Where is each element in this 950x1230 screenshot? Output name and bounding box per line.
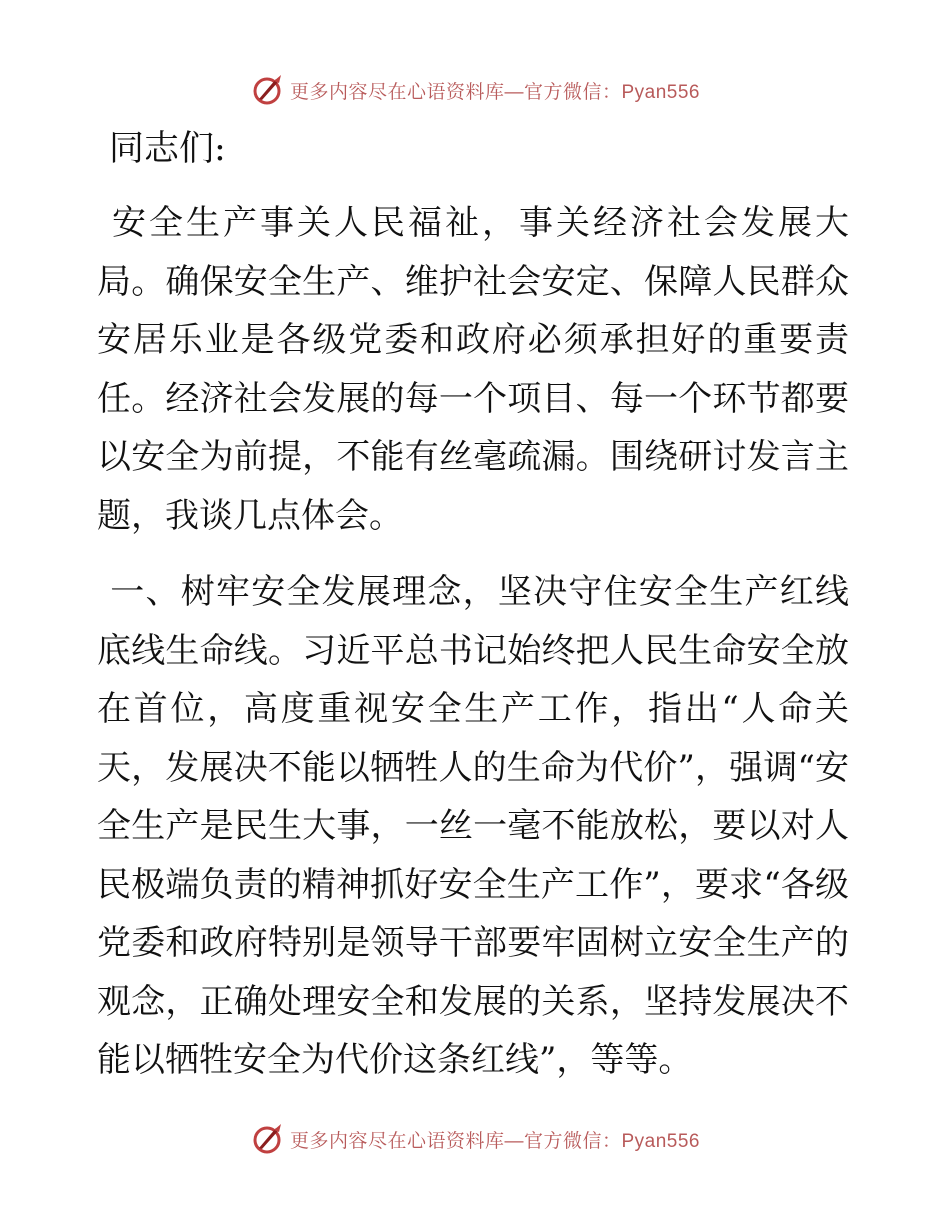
document-body [97,120,849,1108]
watermark-banner-top [0,70,950,110]
quill-logo-icon [250,1122,284,1156]
paragraph-intro-text: 安全生产事关人民福祉，事关经济社会发展大局。确保安全生产、维护社会安定、保障人民群众安居乐业是各级党委和政府必须承担好的重要责任。经济社会发展的每一个项目、每一个环节都要以安全为前提，不能有丝毫疏漏。围绕研讨发言主题，我谈几点体会。 [97,203,849,536]
paragraph-section-one [97,563,849,1090]
paragraph-section-one-text: 一、树牢安全发展理念，坚决守住安全生产红线底线生命线。习近平总书记始终把人民生命安全放在首位，高度重视安全生产工作，指出“人命关天，发展决不能以牺牲人的生命为代价”，强调“安全生产是民生大事，一丝一毫不能放松，要以对人民极端负责的精神抓好安全生产工作”，要求“各级党委和政府特别是领导干部要牢固树立安全生产的观念，正确处理安全和发展的关系，坚持发展决不能以牺牲安全为代价这条红线”，等等。 [97,572,849,1080]
watermark-text: 更多内容尽在心语资料库—官方微信：Pyan556 [289,81,700,103]
paragraph-intro [97,194,849,545]
watermark-text: 更多内容尽在心语资料库—官方微信：Pyan556 [289,1130,700,1152]
quill-logo-icon [250,73,284,107]
salutation: 同志们: [109,129,226,169]
watermark-banner-bottom [0,1119,950,1159]
